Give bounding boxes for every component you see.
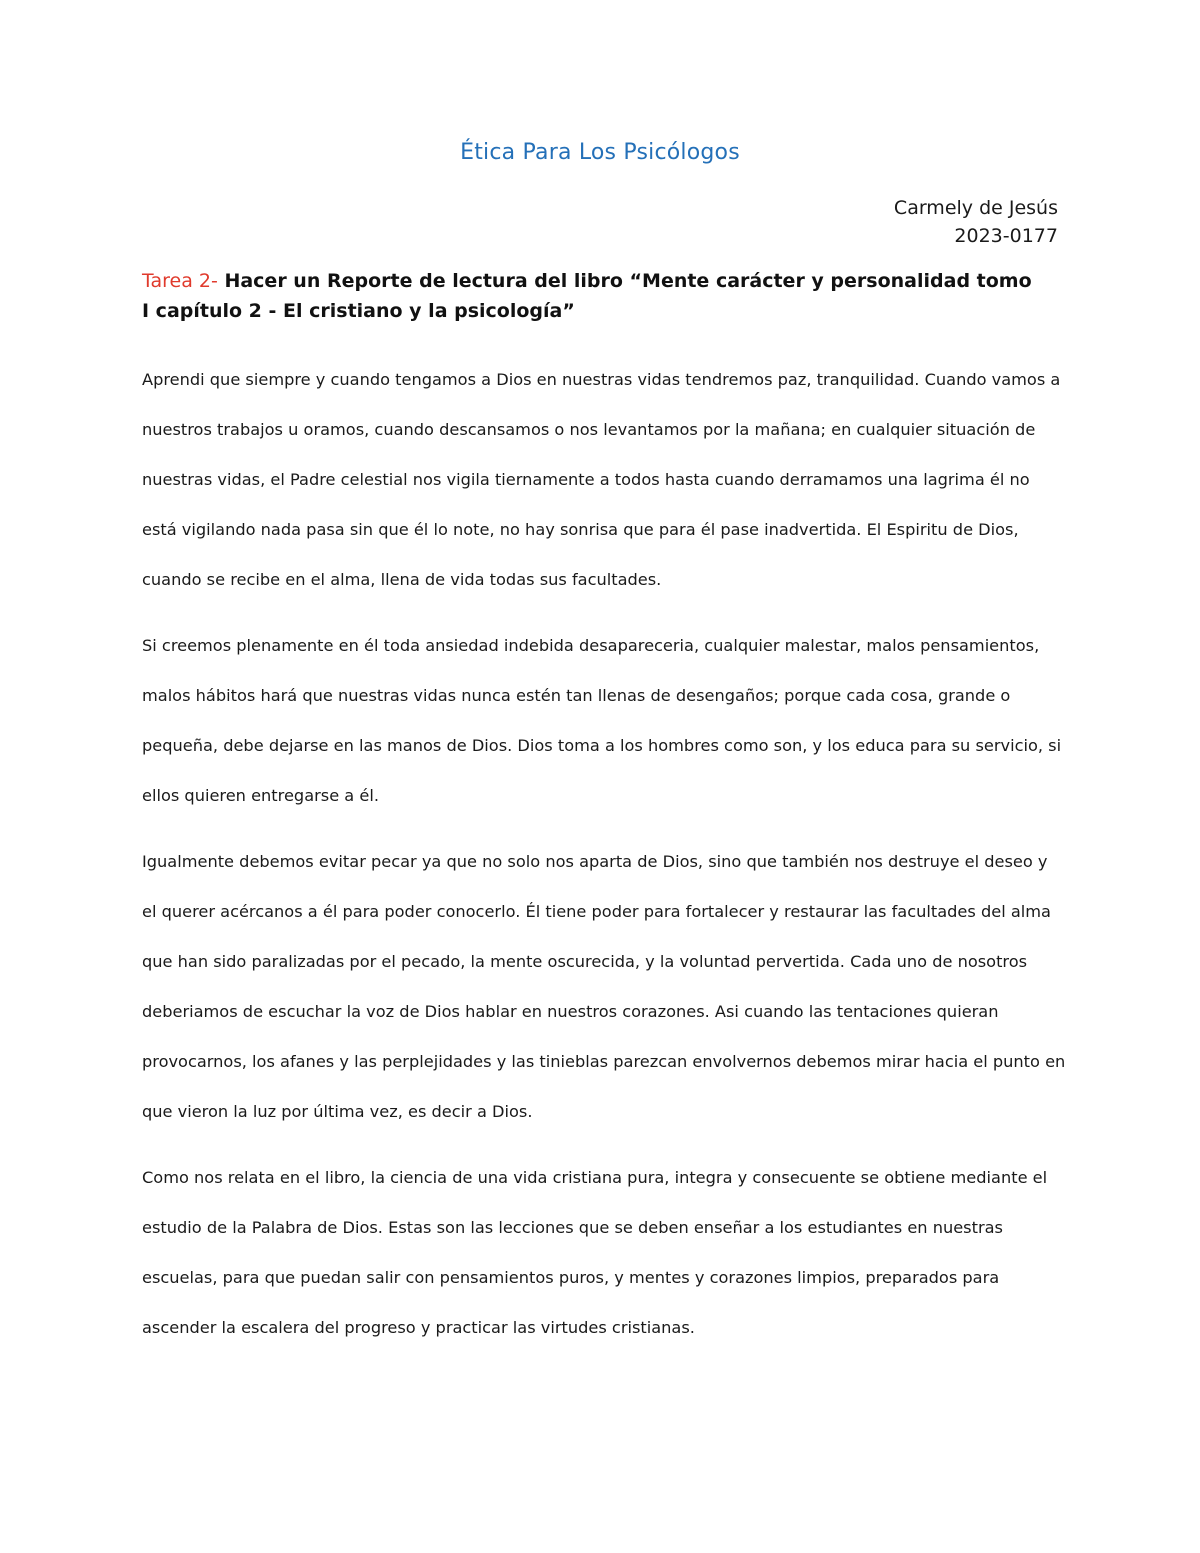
task-label: Tarea 2- [142,270,218,292]
author-name: Carmely de Jesús [893,197,1058,219]
paragraph-2: Si creemos plenamente en él toda ansiedad indebida desapareceria, cualquier malestar, malos pensamientos, malos hábitos hará que nuestras vidas nunca estén tan llenas de desengaños; porque cada cosa, grande o pequeña, debe dejarse en las manos de Dios. Dios toma a los hombres como son, y los educa para su servicio, si ellos quieren entregarse a él. [142,636,1062,805]
student-id: 2023-0177 [954,225,1058,247]
author-block [894,194,1058,250]
paragraph-3: Igualmente debemos evitar pecar ya que no solo nos aparta de Dios, sino que también nos destruye el deseo y el querer acércanos a él para poder conocerlo. Él tiene poder para fortalecer y restaurar las facultades del alma que han sido paralizadas por el pecado, la mente oscurecida, y la voluntad pervertida. Cada uno de nosotros deberiamos de escuchar la voz de Dios hablar en nuestros corazones. Asi cuando las tentaciones quieran provocarnos, los afanes y las perplejidades y las tinieblas parezcan envolvernos debemos mirar hacia el punto en que vieron la luz por última vez, es decir a Dios. [142,852,1066,1121]
task-statement [142,266,1042,326]
paragraph-4: Como nos relata en el libro, la ciencia de una vida cristiana pura, integra y consecuente se obtiene mediante el estudio de la Palabra de Dios. Estas son las lecciones que se deben enseñar a los estudiantes en nuestras escuelas, para que puedan salir con pensamientos puros, y mentes y corazones limpios, preparados para ascender la escalera del progreso y practicar las virtudes cristianas. [142,1168,1048,1337]
task-heading: Hacer un Reporte de lectura del libro “Mente carácter y personalidad tomo I capítulo 2 - El cristiano y la psicología” [142,270,1032,322]
body-text [142,355,1067,1369]
paragraph-1: Aprendi que siempre y cuando tengamos a Dios en nuestras vidas tendremos paz, tranquilidad. Cuando vamos a nuestros trabajos u oramos, cuando descansamos o nos levantamos por la mañana; en cualquier situación de nuestras vidas, el Padre celestial nos vigila tiernamente a todos hasta cuando derramamos una lagrima él no está vigilando nada pasa sin que él lo note, no hay sonrisa que para él pase inadvertida. El Espiritu de Dios, cuando se recibe en el alma, llena de vida todas sus facultades. [142,370,1061,589]
document-title: Ética Para Los Psicólogos [460,140,740,165]
